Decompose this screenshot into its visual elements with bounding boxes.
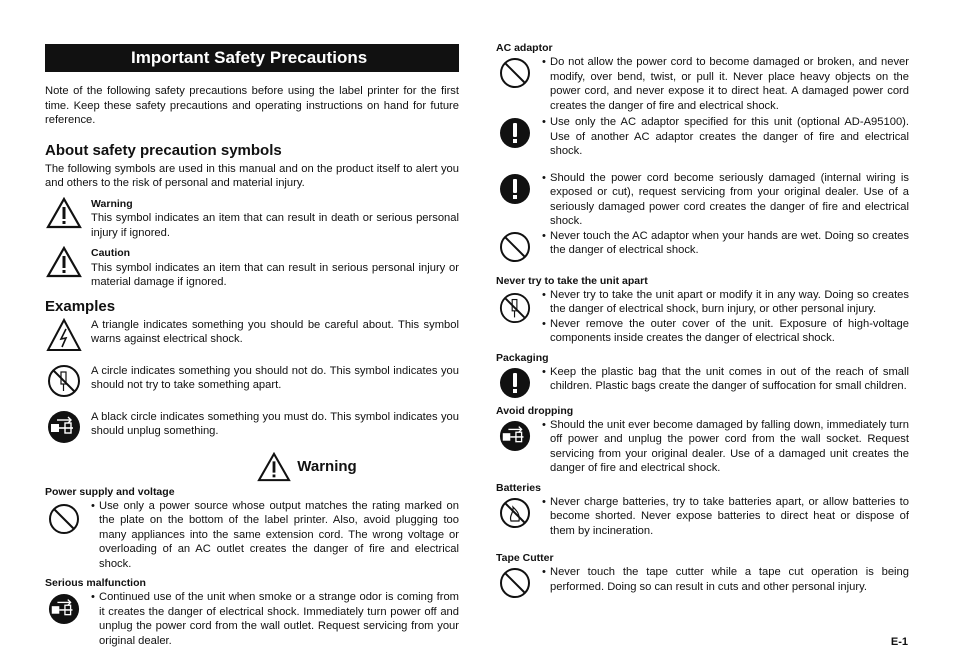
right-column (496, 42, 909, 599)
warning-heading-icon (257, 452, 291, 482)
ac-item-1 (496, 55, 909, 113)
examples-heading: Examples (45, 297, 116, 315)
warning-heading-text: Warning (297, 458, 357, 475)
symbols-paragraph: The following symbols are used in this manual and on the product itself to alert you and others to the risk of personal and material injury. (45, 162, 459, 189)
example-circle-text: A circle indicates something you should not do. This symbol indicates you should not try to take something apart. (91, 364, 459, 391)
mandatory-icon (496, 115, 534, 149)
caution-triangle-icon (45, 246, 83, 278)
caution-symbol-row (45, 246, 459, 290)
ac-adaptor-title: AC adaptor (496, 42, 553, 54)
warning-symbol-row (45, 197, 459, 241)
example-black-circle-row (45, 410, 459, 444)
tape-cutter-text: Never touch the tape cutter while a tape cut operation is being performed. Doing so can result in cuts and other personal injury. (550, 566, 909, 593)
serious-malfunction-title: Serious malfunction (45, 577, 146, 589)
bullet: • (542, 365, 546, 378)
intro-paragraph: Note of the following safety precautions before using the label printer for the first time. Keep these safety precautions and operating instructions on hand for future reference. (45, 85, 459, 126)
dropping-title: Avoid dropping (496, 404, 574, 417)
packaging-text: Keep the plastic bag that the unit comes in out of the reach of small children. Plastic bags create the danger of suffocation for small children. (550, 365, 909, 392)
caution-description: This symbol indicates an item that can result in serious personal injury or material damage if ignored. (91, 261, 459, 288)
tape-cutter-item (496, 565, 909, 599)
bullet: • (91, 591, 95, 603)
unplug-icon (496, 418, 534, 452)
apart-items (496, 288, 909, 346)
power-supply-title: Power supply and voltage (45, 485, 175, 498)
dropping-text: Should the unit ever become damaged by falling down, immediately turn off power and unplug the power cord from the wall socket. Request servicing from your original dealer. Use of a damaged unit creates the danger of fire and electrical shock. (550, 418, 909, 474)
batteries-text: Never charge batteries, try to take batteries apart, or allow batteries to become shorted. Never expose batteries to direct heat or dispose of them by incineration. (550, 495, 909, 537)
prohibited-icon (496, 55, 534, 89)
batteries-item (496, 495, 909, 539)
bullet: • (542, 317, 546, 330)
caution-title: Caution (91, 247, 131, 259)
electric-shock-triangle-icon (45, 318, 83, 352)
ac-item-3-text: Should the power cord become seriously damaged (internal wiring is exposed or cut), request servicing from your original dealer. Use of a seriously damaged power cord creates the danger of fire and electrical shock. (550, 171, 909, 227)
bullet: • (542, 288, 546, 301)
batteries-title: Batteries (496, 481, 541, 494)
ac-item-3 (496, 171, 909, 229)
bullet: • (542, 418, 546, 431)
no-disassembly-icon (496, 288, 534, 324)
prohibited-icon (496, 229, 534, 263)
power-supply-text: Use only a power source whose output matches the rating marked on the plate on the bottom of the label printer. Also, avoid plugging too many appliances into the same extension cord. The wrong voltage or overloading of an AC outlet creates the danger of fire and electrical shock. (99, 499, 459, 570)
tape-cutter-title: Tape Cutter (496, 552, 554, 564)
dropping-item (496, 418, 909, 476)
warning-title: Warning (91, 197, 133, 210)
packaging-item (496, 365, 909, 399)
bullet: • (542, 116, 546, 128)
bullet: • (542, 229, 546, 242)
serious-malfunction-item (45, 590, 459, 648)
prohibited-icon (496, 565, 534, 599)
left-column (45, 44, 459, 648)
ac-item-4-text: Never touch the AC adaptor when your hands are wet. Doing so creates the danger of electrical shock. (550, 229, 909, 256)
page-title-text: Important Safety Precautions (131, 48, 368, 67)
page-number: E-1 (890, 636, 908, 648)
symbols-heading: About safety precaution symbols (45, 141, 282, 159)
no-disassembly-icon (45, 364, 83, 398)
prohibited-icon (45, 499, 83, 535)
apart-item-2-text: Never remove the outer cover of the unit. Exposure of high-voltage components inside creates the danger of electrical shock. (550, 317, 909, 344)
serious-malfunction-text: Continued use of the unit when smoke or a strange odor is coming from it creates the danger of electrical shock. Immediately turn power off and unplug the power cord from the wall outlet. Request servicing from your original dealer. (99, 591, 459, 647)
ac-item-2 (496, 115, 909, 159)
mandatory-icon (496, 171, 534, 205)
unplug-icon (45, 590, 83, 625)
bullet: • (542, 171, 546, 184)
ac-item-4 (496, 229, 909, 263)
warning-triangle-icon (45, 197, 83, 229)
warning-description: This symbol indicates an item that can result in death or serious personal injury if ignored. (91, 212, 459, 239)
bullet: • (91, 499, 95, 512)
packaging-title: Packaging (496, 351, 549, 364)
example-triangle-row (45, 318, 459, 352)
example-circle-row (45, 364, 459, 398)
apart-title: Never try to take the unit apart (496, 274, 648, 287)
example-triangle-text: A triangle indicates something you should be careful about. This symbol warns against electrical shock. (91, 318, 459, 345)
bullet: • (542, 495, 546, 508)
warning-heading (155, 452, 459, 482)
no-fire-battery-icon (496, 495, 534, 529)
page-title (45, 44, 459, 72)
bullet: • (542, 56, 546, 68)
ac-item-1-text: Do not allow the power cord to become damaged or broken, and never modify, over bend, twist, or pull it. Never place heavy objects on the power cord, and never expose it to direct heat. A damaged power cord creates the danger of fire and electrical shock. (550, 56, 909, 112)
mandatory-icon (496, 365, 534, 399)
bullet: • (542, 566, 546, 578)
unplug-icon (45, 410, 83, 444)
power-supply-item (45, 499, 459, 572)
apart-item-1-text: Never try to take the unit apart or modify it in any way. Doing so creates the danger of electrical shock, burn injury, or other personal injury. (550, 288, 909, 315)
ac-item-2-text: Use only the AC adaptor specified for this unit (optional AD-A95100). Use of another AC adaptor creates the danger of fire and electrical shock. (550, 116, 909, 157)
example-black-circle-text: A black circle indicates something you must do. This symbol indicates you should unplug something. (91, 410, 459, 437)
